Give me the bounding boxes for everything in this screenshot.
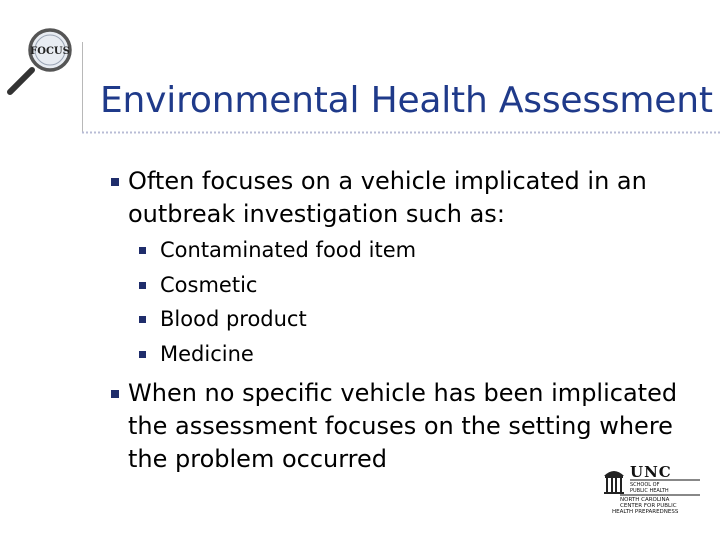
bullet-marker bbox=[111, 390, 119, 398]
unc-logo-center-2: CENTER FOR PUBLIC bbox=[620, 503, 677, 509]
title-vertical-rule bbox=[82, 42, 83, 132]
focus-logo-text: FOCUS bbox=[30, 46, 70, 57]
subbullet-text-4: Medicine bbox=[160, 342, 254, 366]
unc-logo-center-1: NORTH CAROLINA bbox=[620, 497, 670, 503]
subbullet-text-3: Blood product bbox=[160, 307, 307, 331]
unc-logo-school-2: PUBLIC HEALTH bbox=[630, 488, 669, 494]
unc-logo-school-1: SCHOOL OF bbox=[630, 482, 660, 488]
unc-logo bbox=[600, 460, 710, 516]
unc-logo-name: UNC bbox=[630, 463, 672, 481]
subbullet-marker bbox=[139, 282, 146, 289]
focus-logo bbox=[4, 26, 86, 98]
subbullet-marker bbox=[139, 247, 146, 254]
bullet-text-2: When no specific vehicle has been implicated the assessment focuses on the setting where the problem occurred bbox=[128, 379, 678, 473]
subbullet-marker bbox=[139, 351, 146, 358]
title-underline bbox=[82, 131, 720, 134]
unc-logo-center-3: HEALTH PREPAREDNESS bbox=[612, 509, 679, 515]
bullet-marker bbox=[111, 178, 119, 186]
magnifying-glass-icon bbox=[10, 30, 70, 92]
subbullet-text-1: Contaminated food item bbox=[160, 238, 417, 262]
old-well-icon bbox=[604, 471, 624, 494]
subbullet-text-2: Cosmetic bbox=[160, 273, 258, 297]
slide-title: Environmental Health Assessment bbox=[100, 80, 713, 121]
bullet-text-1: Often focuses on a vehicle implicated in an outbreak investigation such as: bbox=[128, 167, 647, 228]
subbullet-marker bbox=[139, 316, 146, 323]
